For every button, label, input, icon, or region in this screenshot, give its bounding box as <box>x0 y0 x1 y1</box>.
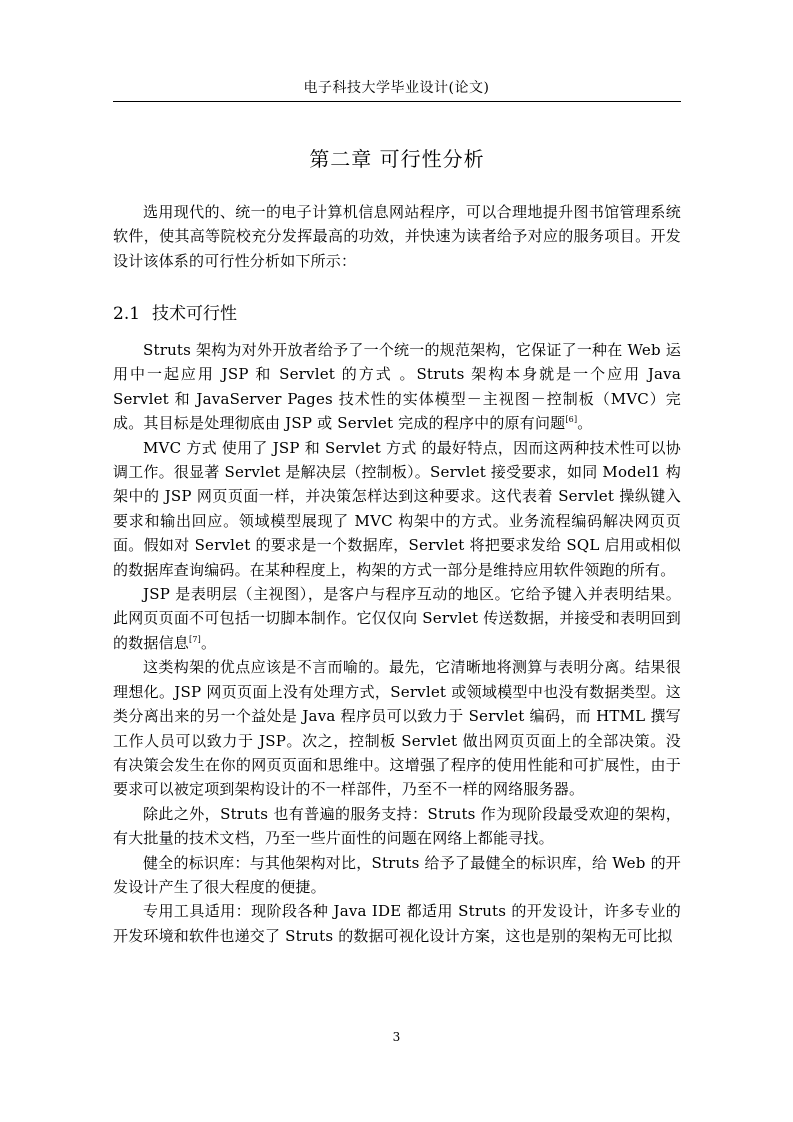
paragraph-text: Struts 架构为对外开放者给予了一个统一的规范架构，它保证了一种在 Web 运用中一起应用 JSP 和 Servlet 的方式 。Struts 架构本身就是一个应用 Java Servlet 和 JavaServer Pages 技术性的实体模型－主视图－控制板（MVC）完成。其目标是处理彻底由 JSP 或 Servlet 完成的程序中的原有问题 <box>113 341 681 433</box>
section-number: 2.1 <box>113 304 141 324</box>
citation-ref: [7] <box>189 634 201 644</box>
intro-block <box>113 200 681 273</box>
page-number: 3 <box>392 1030 401 1044</box>
paragraph-jsp-view <box>113 582 681 655</box>
header-rule <box>113 101 681 102</box>
section-title: 技术可行性 <box>152 304 238 324</box>
paragraph-mvc-pattern: MVC 方式 使用了 JSP 和 Servlet 方式 的最好特点，因而这两种技术性可以协调工作。很显著 Servlet 是解决层（控制板）。Servlet 接受要求，如同 Model1 构架中的 JSP 网页页面一样，并决策怎样达到这种要求。这代表着 Servlet 操纵键入要求和输出回应。领域模型展现了 MVC 构架中的方式。业务流程编码解决网页页面。假如对 Servlet 的要求是一个数据库，Servlet 将把要求发给 SQL 启用或相似的数据库查询编码。在某种程度上，构架的方式一部分是维持应用软件领跑的所有。 <box>113 438 681 579</box>
paragraph-tag-library: 健全的标识库：与其他架构对比，Struts 给予了最健全的标识库，给 Web 的开发设计产生了很大程度的便捷。 <box>113 853 681 896</box>
citation-ref: [6] <box>565 415 578 425</box>
paragraph-advantages: 这类构架的优点应该是不言而喻的。最先，它清晰地将测算与表明分离。结果很理想化。JSP 网页页面上没有处理方式，Servlet 或领域模型中也没有数据类型。这类分离出来的另一个益处是 Java 程序员可以致力于 Servlet 编码，而 HTML 撰写工作人员可以致力于 JSP。次之，控制板 Servlet 做出网页页面上的全部决策。没有决策会发生在你的网页页面和思维中。这增强了程序的使用性能和可扩展性，由于要求可以被定项到架构设计的不一样部件，乃至不一样的网络服务器。 <box>113 658 681 799</box>
paragraph-tool-support: 专用工具适用：现阶段各种 Java IDE 都适用 Struts 的开发设计，许多专业的开发环境和软件也递交了 Struts 的数据可视化设计方案，这也是别的架构无可比拟 <box>113 902 681 945</box>
section-body <box>113 338 681 948</box>
chapter-title: 第二章 可行性分析 <box>309 147 485 171</box>
paragraph-service-support: 除此之外，Struts 也有普遍的服务支持：Struts 作为现阶段最受欢迎的架构，有大批量的技术文档，乃至一些片面性的问题在网络上都能寻找。 <box>113 804 681 848</box>
paragraph-tail: 。 <box>577 414 593 433</box>
intro-paragraph: 选用现代的、统一的电子计算机信息网站程序，可以合理地提升图书馆管理系统软件，使其高等院校充分发挥最高的功效，并快速为读者给予对应的服务项目。开发设计该体系的可行性分析如下所示： <box>113 203 681 270</box>
paragraph-struts-framework <box>113 338 681 436</box>
paragraph-text: JSP 是表明层（主视图），是客户与程序互动的地区。它给予键入并表明结果。此网页页面不可包括一切脚本制作。它仅仅向 Servlet 传送数据，并接受和表明回到的数据信息 <box>113 585 681 652</box>
running-header: 电子科技大学毕业设计(论文) <box>303 80 490 96</box>
section-heading <box>113 301 237 327</box>
paragraph-tail: 。 <box>200 633 217 652</box>
